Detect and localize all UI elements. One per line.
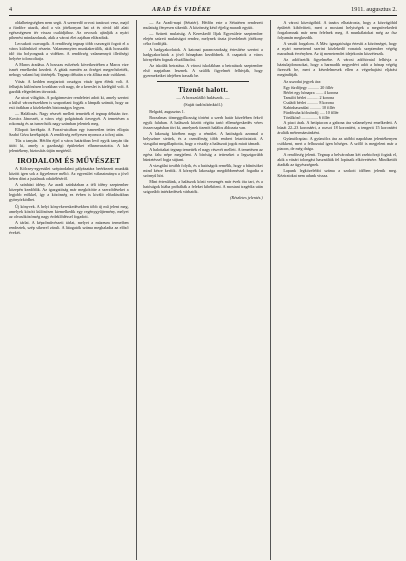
list-item: Bérlet egy hónapra ....... 4 korona xyxy=(283,89,339,95)
paragraph: Az iskolák beiratása. A városi iskolákban a beiratások szeptember első napjaiban lesznek. A szülők figyelmét felhívják, hogy gyermekeiket idejében írassák be. xyxy=(143,63,263,79)
paragraph: Lecsukott csavargók. A rendőrség tegnap több csavargót fogott el a város különböző részein. Valamennyien munkakerülők, akik hosszabb idő óta bolyongnak a vidéken. A rendőrség valamennyit illetőségi helyére toloncoltatja. xyxy=(9,41,129,62)
paragraph: A lakosság körében nagy a rémület. A hatóságok azonnal a helyszínre siettek, és a csendőrség több embert letartóztatott. A vizsgálat megállapította, hogy a viszály a halászati jogok miatt támadt. xyxy=(143,130,263,146)
paragraph: Borzalmas tömeggyilkosság történt a szerb határ közelében fekvő egyik faluban. A halászok között régóta tartó ellenségeskedés véres összecsapásban tört ki, amelynek tizenöt halálos áldozata van. xyxy=(143,114,263,130)
paragraph: Az adófizetők figyelmébe. A városi adóhivatal felhívja a háztulajdonosokat, hogy a harmadik negyedévi adót a hónap végéig fizessék be, mert a késedelmesek ellen a végrehajtási eljárást megindítják. xyxy=(277,57,398,78)
paragraph: oldalbetegségben nem segít. A szenvedő orvosi tanácsot vesz, majd a fürdőre utazik, ahol a víz jótékonyan hat rá és rövid idő alatt egészségesen tér vissza családjához. Az orvosok ajánlják a nyári pihenést mindazoknak, akik a városi élet zajában elfáradtak. xyxy=(9,20,129,41)
page-number: 4 xyxy=(9,6,13,13)
paragraph: A Maros áradása. A hosszas esőzések következtében a Maros vize ismét emelkedni kezdett. A gátak mentén az őrséget megerősítették, nehogy valami baj történjék. Tegnap délután a víz állása már csökkent. xyxy=(9,62,129,78)
list-item: Tanulói bérlet ........... 2 korona xyxy=(283,94,334,100)
list-item: Családi bérlet ........... 8 korona xyxy=(283,99,334,105)
article-title: Tizenöt halott. xyxy=(177,84,229,94)
paragraph: Vásár. A kedden megtartott országos vásár igen élénk volt. A felhajtás különösen lovakban volt nagy, de a kereslet is kielégítő volt. A gazdák elégedetten távoztak. xyxy=(9,78,129,94)
paragraph: Belgrád, augusztus 1. xyxy=(149,108,185,114)
paragraph: A vasúti forgalom. A Máv. igazgatósága értesíti a közönséget, hogy a nyári menetrend szerint közlekedő vonatok szeptember végéig maradnak érvényben. Az új menetrendet idejekorán közzéteszik. xyxy=(277,41,398,57)
article-closing: (Részletes jelentés.) xyxy=(230,195,263,201)
paragraph: Új könyvek. A helyi könyvkereskedésekben több új mű jelent meg, amelyek között különösen kiemelkedik egy regénygyűjtemény, melyet az olvasóközönség nagy érdeklődéssel fogadott. xyxy=(9,203,129,219)
column-divider xyxy=(270,20,271,560)
paragraph: A tárlat. A képzőművészeti tárlat, melyet a múzeum termeiben rendeztek, szép sikerrel zárult. A látogatók száma meghaladta az előző évekét. xyxy=(9,219,129,235)
issue-date: 1911. augusztus 2. xyxy=(351,6,397,13)
paragraph: — Halálozás. Nagy részvét mellett temették el tegnap délután özv. Kovács Jánosnét, a város régi polgárának özvegyét. A temetésen a rokonság és az ismerősök nagy számban jelentek meg. xyxy=(9,110,129,126)
column-3 xyxy=(277,20,397,560)
paragraph: — Az Aradi-napi (Sétatér). Hétfőn este a Sétatéren rendezett mulatság fényesen sikerült. A közönség késő éjjelig maradt együtt. xyxy=(143,20,263,31)
paragraph: Mint értesülünk, a halászok közti versengés már évek óta tart, és a hatóságok hiába próbálták a feleket kibékíteni. A mostani tragédia után szigorúbb intézkedések várhatók. xyxy=(143,179,263,195)
column-divider xyxy=(136,20,137,560)
paragraph: A halottakat tegnap temették el nagy részvét mellett. A temetésen az egész falu népe megjelent. A bíróság a tetteseket a legszigorúbb büntetéssel fogja sújtani. xyxy=(143,146,263,162)
list-item: Törülköző ................ 6 fillér xyxy=(283,114,330,120)
page-header xyxy=(9,6,397,16)
column-1 xyxy=(9,20,129,560)
article-subtitle: — A bosszúálló halászok. — xyxy=(176,94,230,100)
list-item: Fürdőruha kölcsöndíj ..... 10 fillér xyxy=(283,109,339,115)
column-2 xyxy=(143,20,263,560)
list-item: Kabinhasználat ........... 10 fillér xyxy=(283,104,336,110)
paragraph: A városi közvágóhíd. A tanács elhatározta, hogy a közvágóhíd épületét kibővítteti, mert a mostani helyiségek a megnövekedett forgalomnak már nem felelnek meg. A munkálatokat még az ősz folyamán megkezdik. xyxy=(277,20,398,41)
paragraph: Lapunk legközelebbi száma a szokott időben jelenik meg. Kéziratokat nem adunk vissza. xyxy=(277,168,398,179)
paragraph: A vizsgálat tovább folyik, és a hatóságok remélik, hogy a bűnösöket mind kézre kerítik. A környék lakossága megdöbbenéssel fogadta a szörnyű hírt. xyxy=(143,162,263,179)
paragraph: Az utcai világítás. A polgármester rendeletet adott ki, amely szerint a külső városrészekben is szaporítani fogják a lámpák számát, hogy az esti órákban a közlekedés biztonságos legyen. xyxy=(9,94,129,110)
paragraph: — Szüreti mulatság. A Kereskedő Ifjak Egyesülete szeptember elején szüreti mulatságot rendez, melynek tiszta jövedelmét jótékony célra fordítják. xyxy=(143,31,263,47)
paragraph: Gyümölcspiac. A gyümölcs ára az utóbbi napokban jelentékenyen csökkent, mert a felhozatal igen bőséges. A szőlő is megjelent már a piacon, de még drága. xyxy=(277,136,398,152)
price-list xyxy=(277,85,397,120)
columns xyxy=(9,20,397,560)
newspaper-title: ARAD ÉS VIDÉKE xyxy=(151,6,212,13)
paragraph: A piaci árak. A hetipiacon a gabona ára valamelyest emelkedett. A búzát 22–23 koronáért, a rozsot 18 koronáért, a tengerit 15 koronáért árulták métermázsánként. xyxy=(277,119,398,135)
paragraph: Tűz a tanyán. Hétfőn éjjel a város határában levő egyik tanyán tűz ütött ki, amely a gazdasági épületeket elhamvasztotta. A kár jelentékeny, biztosítás útján megtérül. xyxy=(9,138,129,154)
paragraph: A rendőrség jelenti. Tegnap a belvárosban két zsebtolvajt fogtak el, akik a vásári tolongást használták fel lopásaik elkövetésére. Mindkettőt átadták az ügyészségnek. xyxy=(277,152,398,168)
list-item: Egy fürdőjegy ........... 20 fillér xyxy=(283,84,334,90)
paragraph: Ellopott kerékpár. A Forrai-utcában egy ismeretlen tettes ellopta Szabó Géza kerékpárját. A rendőrség erélyesen nyomoz a tolvaj után. xyxy=(9,126,129,137)
price-list-title: Az uszodai jegyek ára: xyxy=(283,78,322,84)
article-dateline: (Saját tudósítónktól.) xyxy=(183,101,223,107)
section-title-literature: IRODALOM ÉS MŰVÉSZET xyxy=(17,156,121,166)
paragraph: A hadgyakorlatok. A katonai parancsnokság értesítése szerint a hadgyakorlatok a jövő hónapban kezdődnek. A csapatok a város környékén fognak elszállásolni. xyxy=(143,47,263,63)
paragraph: A színházi idény. Az aradi színházban a téli idény szeptember közepén kezdődik. Az igazgatóság már megkötötte a szerződéseket a legjobb erőkkel, így a közönség ez évben is kiváló előadásokban gyönyörködhet. xyxy=(9,182,129,203)
divider-rule xyxy=(157,81,249,82)
paragraph: A Kölcsey-egyesület szépirodalmi pályázatára beérkezett munkák között igen sok a figyelemre méltó. Az egyesület választmánya a jövő héten dönt a jutalmak odaítéléséről. xyxy=(9,166,129,182)
